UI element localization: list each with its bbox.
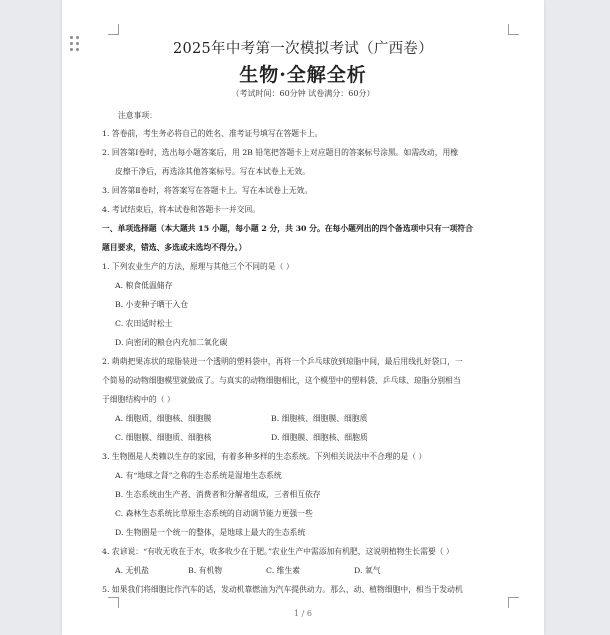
question-1-option-c: C. 农田适时松土 xyxy=(115,319,173,328)
question-4-option-a: A. 无机盐 xyxy=(115,566,149,575)
question-3-stem: 3. 生物圈是人类赖以生存的家园，有着多种多样的生态系统。下列相关说法中不合理的是（ ） xyxy=(102,452,427,461)
question-4-option-c: C. 维生素 xyxy=(266,566,301,575)
section-heading: 一、单项选择题（本大题共 15 小题，每小题 2 分，共 30 分。在每小题列出的四个备选项中只有一项符合 xyxy=(102,224,473,233)
note-item: 4. 考试结束后，将本试卷和答题卡一并交回。 xyxy=(102,205,261,214)
question-2-stem-continued: 于细胞结构中的（ ） xyxy=(102,395,175,404)
page-number: 1 / 6 xyxy=(294,609,312,618)
question-1-option-d: D. 向密闭的粮仓内充加二氧化碳 xyxy=(115,338,228,347)
page-subtitle: 生物·全解全析 xyxy=(239,64,367,86)
question-3-option-a: A. 有“地球之肾”之称的生态系统是湿地生态系统 xyxy=(115,471,282,480)
question-2-option-a: A. 细胞质、细胞核、细胞膜 xyxy=(115,414,212,423)
exam-meta: （考试时间：60分钟 试卷满分：60分） xyxy=(231,89,375,98)
note-item: 3. 回答第Ⅱ卷时，将答案写在答题卡上。写在本试卷上无效。 xyxy=(102,186,313,195)
question-4-option-b: B. 有机物 xyxy=(188,566,223,575)
page-title: 2025年中考第一次模拟考试（广西卷） xyxy=(172,41,434,57)
question-3-option-b: B. 生态系统由生产者、消费者和分解者组成，三者相互依存 xyxy=(115,490,321,499)
question-2-stem: 2. 萌萌把果冻状的琼脂装进一个透明的塑料袋中，再将一个乒乓球放到琼脂中间，最后用线扎好袋口，一 xyxy=(102,357,463,366)
note-item-continued: 皮擦干净后，再选涂其他答案标号。写在本试卷上无效。 xyxy=(115,167,310,176)
question-2-option-d: D. 细胞膜、细胞核、细胞质 xyxy=(271,433,368,442)
question-3-option-c: C. 森林生态系统比草原生态系统的自动调节能力更强一些 xyxy=(115,509,313,518)
crop-mark-top-left xyxy=(108,24,119,35)
question-4-stem: 4. 农谚说：“有收无收在于水，收多收少在于肥。”农业生产中需添加有机肥，这说明植物生长需要（ ） xyxy=(102,547,454,556)
question-2-stem-continued: 个简易的动物细胞模型就做成了。与真实的动物细胞相比，这个模型中的塑料袋、乒乓球、琼脂分别相当 xyxy=(102,376,461,385)
crop-mark-bottom-left xyxy=(108,597,119,608)
section-heading-continued: 题目要求，错选、多选或未选均不得分。） xyxy=(102,243,247,252)
note-item: 2. 回答第Ⅰ卷时，选出每小题答案后，用 2B 铅笔把答题卡上对应题目的答案标号涂黑。如需改动，用橡 xyxy=(102,148,459,157)
notes-heading: 注意事项： xyxy=(118,111,157,120)
question-1-option-b: B. 小麦种子晒干入仓 xyxy=(115,300,189,309)
question-4-option-d: D. 氧气 xyxy=(354,566,381,575)
question-3-option-d: D. 生物圈是一个统一的整体，是地球上最大的生态系统 xyxy=(115,528,306,537)
question-1-stem: 1. 下列农业生产的方法，原理与其他三个不同的是（ ） xyxy=(102,262,294,271)
note-item: 1. 答卷前，考生务必将自己的姓名、准考证号填写在答题卡上。 xyxy=(102,129,323,138)
document-page xyxy=(62,0,544,635)
question-1-option-a: A. 粮食低温储存 xyxy=(115,281,173,290)
question-2-option-b: B. 细胞核、细胞膜、细胞质 xyxy=(271,414,368,423)
crop-mark-top-right xyxy=(508,24,519,35)
question-2-option-c: C. 细胞膜、细胞质、细胞核 xyxy=(115,433,212,442)
question-5-stem: 5. 如果我们将细胞比作汽车的话，发动机靠燃油为汽车提供动力。那么，动、植物细胞中，相当于发动机 xyxy=(102,585,463,594)
crop-mark-bottom-right xyxy=(508,597,519,608)
